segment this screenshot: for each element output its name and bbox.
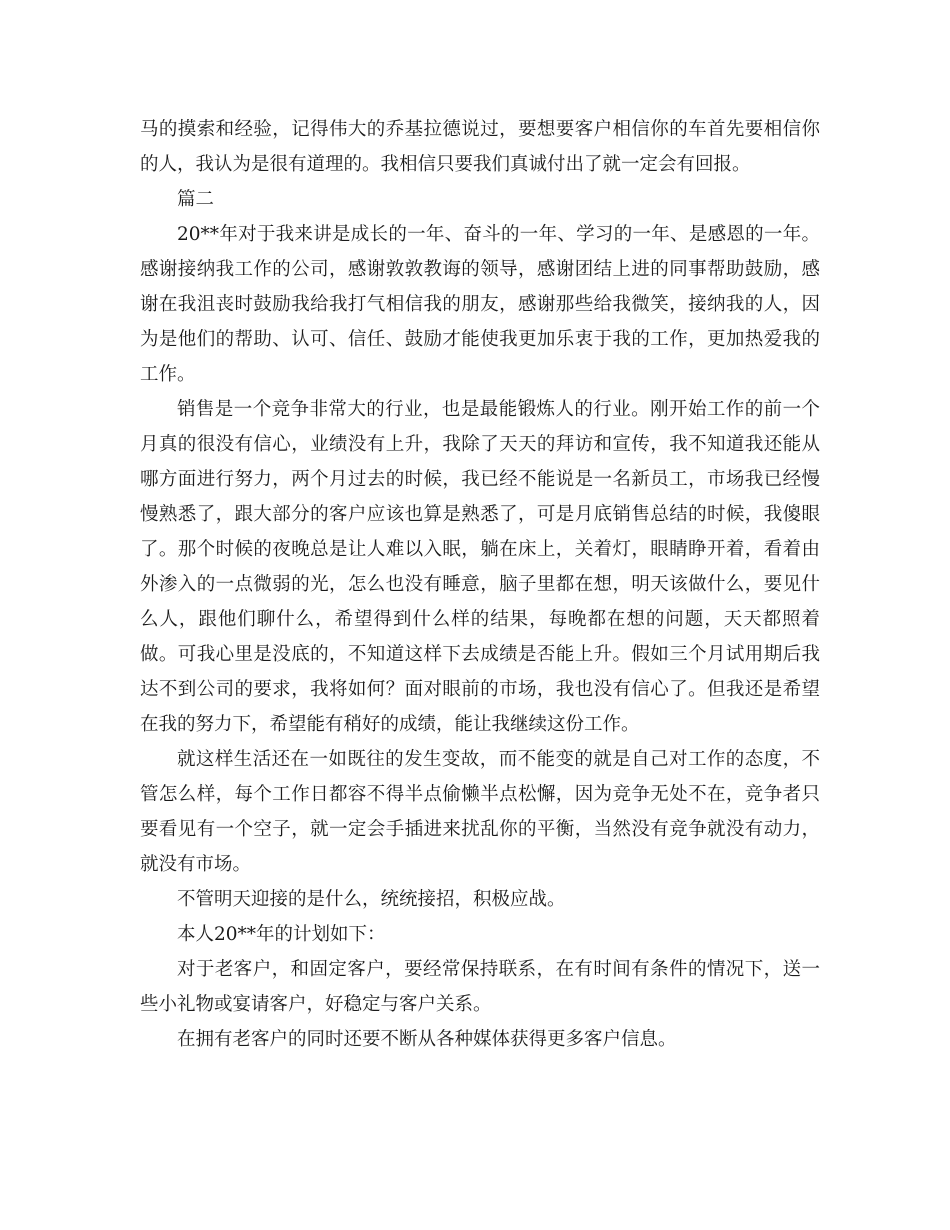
- paragraph: 销售是一个竞争非常大的行业，也是最能锻炼人的行业。刚开始工作的前一个月真的很没有信心，业绩没有上升，我除了天天的拜访和宣传，我不知道我还能从哪方面进行努力，两个月过去的时候，我已经不能说是一名新员工，市场我已经慢慢熟悉了，跟大部分的客户应该也算是熟悉了，可是月底销售总结的时候，我傻眼了。那个时候的夜晚总是让人难以入眠，躺在床上，关着灯，眼睛睁开着，看着由外渗入的一点微弱的光，怎么也没有睡意，脑子里都在想，明天该做什么，要见什么人，跟他们聊什么，希望得到什么样的结果，每晚都在想的问题，天天都照着做。可我心里是没底的，不知道这样下去成绩是否能上升。假如三个月试用期后我达不到公司的要求，我将如何？面对眼前的市场，我也没有信心了。但我还是希望在我的努力下，希望能有稍好的成绩，能让我继续这份工作。: [140, 399, 820, 735]
- paragraph: 在拥有老客户的同时还要不断从各种媒体获得更多客户信息。: [177, 1029, 677, 1050]
- document-body: [140, 112, 820, 1057]
- paragraph: 不管明天迎接的是什么，统统接招，积极应战。: [177, 889, 566, 910]
- paragraph: 就这样生活还在一如既往的发生变故，而不能变的就是自己对工作的态度，不管怎么样，每个工作日都容不得半点偷懒半点松懈，因为竞争无处不在，竞争者只要看见有一个空子，就一定会手插进来扰乱你的平衡，当然没有竞争就没有动力，就没有市场。: [140, 749, 820, 875]
- paragraph: 本人20**年的计划如下：: [177, 924, 386, 945]
- paragraph-continuation: 马的摸索和经验，记得伟大的乔基拉德说过，要想要客户相信你的车首先要相信你的人，我认为是很有道理的。我相信只要我们真诚付出了就一定会有回报。: [140, 119, 820, 175]
- paragraph: 对于老客户，和固定客户，要经常保持联系，在有时间有条件的情况下，送一些小礼物或宴请客户，好稳定与客户关系。: [140, 959, 820, 1015]
- section-heading: 篇二: [177, 189, 215, 210]
- paragraph: 20**年对于我来讲是成长的一年、奋斗的一年、学习的一年、是感恩的一年。感谢接纳我工作的公司，感谢敦敦教诲的领导，感谢团结上进的同事帮助鼓励，感谢在我沮丧时鼓励我给我打气相信我的朋友，感谢那些给我微笑，接纳我的人，因为是他们的帮助、认可、信任、鼓励才能使我更加乐衷于我的工作，更加热爱我的工作。: [140, 224, 820, 385]
